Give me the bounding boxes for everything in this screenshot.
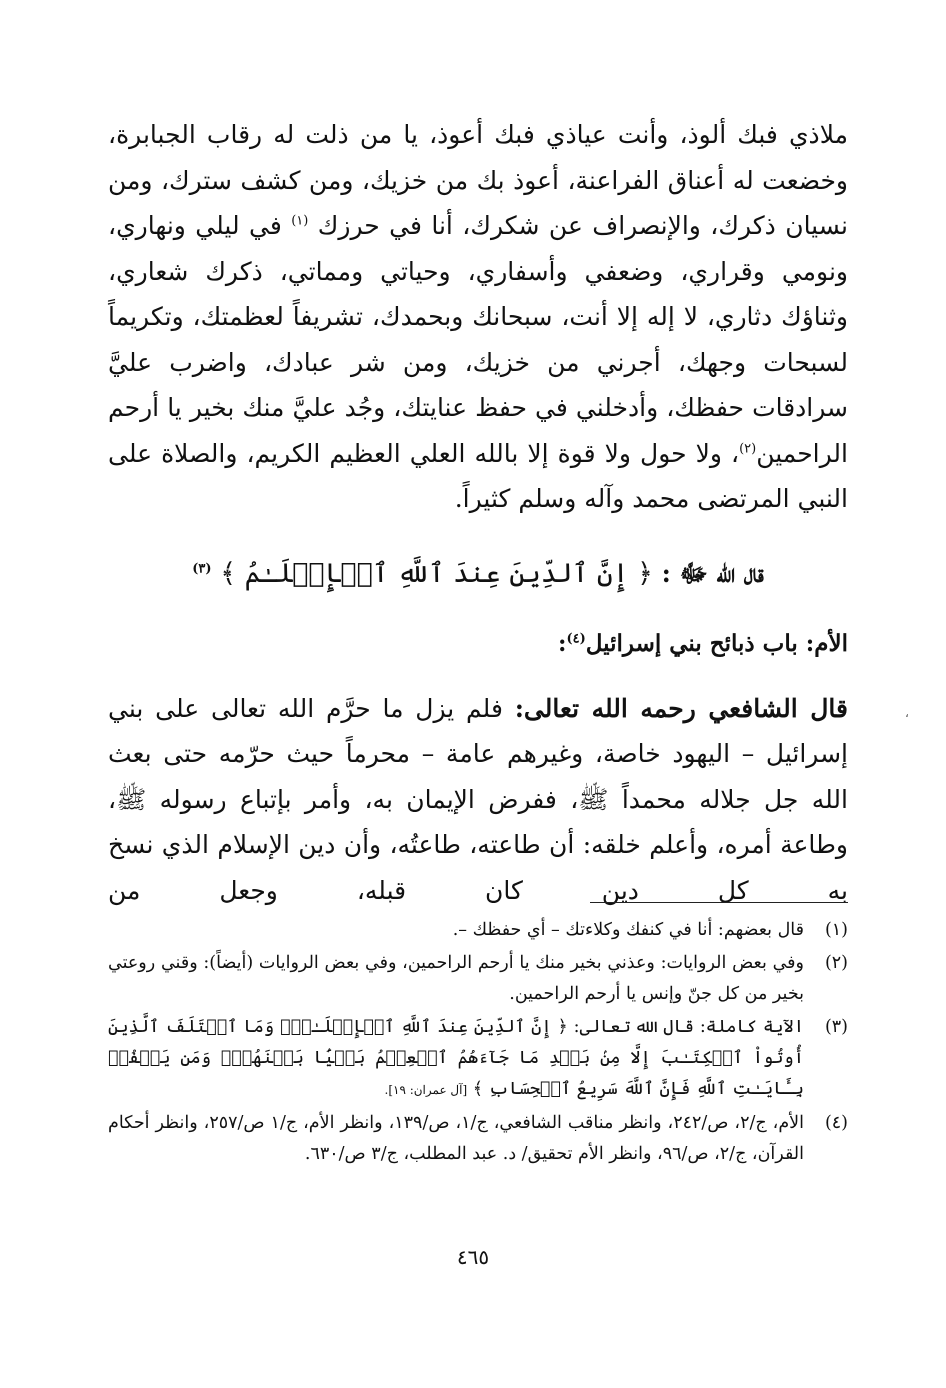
footnote-ref-3[interactable]: (٣): [192, 561, 212, 577]
footnote-number: (١): [824, 920, 848, 940]
footnote-number: (٣): [824, 1017, 848, 1037]
footnote-text: [108, 1012, 804, 1106]
section-heading: [108, 624, 848, 664]
section-colon: :: [557, 629, 567, 657]
footnote-ref-2[interactable]: (٢): [739, 441, 757, 457]
footnote-ref-1[interactable]: (١): [291, 213, 309, 229]
page-number: ٤٦٥: [456, 1245, 490, 1269]
footnote-separator: [590, 902, 848, 903]
footnote-1: [108, 915, 848, 946]
main-text: [108, 112, 848, 938]
paragraph-text: ملاذي فبك ألوذ، وأنت عياذي فبك أعوذ، يا من ذلت له رقاب الجبابرة، وخضعت له أعناق الفراعنة، أعوذ بك من خزيك، ومن كشف سترك، ومن نسيان ذكرك، والإنصراف عن شكرك، أنا في حرزك: [108, 120, 848, 240]
section-title: الأم: باب ذبائح بني إسرائيل: [585, 629, 848, 657]
footnote-text: قال بعضهم: أنا في كنفك وكلاءتك – أي حفظك –.: [452, 920, 804, 940]
quran-verse: ﴿ إِنَّ ٱلدِّينَ عِندَ ٱللَّهِ ٱلۡإِسۡلَـٰمُ ﴾: [220, 557, 653, 589]
footnote-text: وفي بعض الروايات: وعذني بخير منك يا أرحم الراحمين، وفي بعض الروايات (أيضاً): وقني روعتي بخير من كل جنّ وإنس يا أرحم الراحمين.: [108, 953, 804, 1004]
supplication-paragraph: [108, 112, 848, 522]
footnote-number: (٢): [824, 953, 848, 973]
paragraph-text: في ليلي ونهاري، ونومي وقراري، وضعفي وأسفاري، وحياتي ومماتي، ذكرك شعاري، وثناؤك دثاري، لا إله إلا أنت، سبحانك وبحمدك، تشريفاً لعظمتك، وتكريماً لسبحات وجهك، أجرني من خزيك، ومن شر عبادك، واضرب عليَّ سرادقات حفظك، وأدخلني في حفظ عنايتك، وجُد عليَّ منك بخير يا أرحم الراحمين: [108, 211, 848, 468]
verse-lead: قال الله ﷻ :: [661, 558, 764, 588]
footnote-ref-4[interactable]: (٤): [566, 630, 586, 646]
footnote-verse: الآية كاملة: قال الله تعالى: ﴿ إِنَّ ٱلدِّينَ عِندَ ٱللَّهِ ٱلۡإِسۡلَـٰمُۗ وَمَا ٱخۡتَلَفَ ٱلَّذِينَ أُوتُواْ ٱلۡكِتَـٰبَ إِلَّا مِنۢ بَعۡدِ مَا جَآءَهُمُ ٱلۡعِلۡمُ بَغۡيَۢا بَيۡنَهُمۡۗ وَمَن يَكۡفُرۡ بِـَٔايَـٰتِ ٱللَّهِ فَإِنَّ ٱللَّهَ سَرِيعُ ٱلۡحِسَابِ ﴾: [108, 1017, 804, 1099]
footnote-number: (٤): [824, 1113, 848, 1133]
paragraph-lead: قال الشافعي رحمه الله تعالى:: [514, 693, 848, 723]
shafii-paragraph: [108, 686, 848, 914]
margin-mark: ،: [905, 706, 909, 720]
footnote-4: [108, 1108, 848, 1170]
footnote-2: [108, 948, 848, 1010]
footnote-3: [108, 1012, 848, 1106]
verse-citation: [آل عمران: ١٩].: [384, 1083, 468, 1097]
paragraph-text: فلم يزل ما حرَّم الله تعالى على بني إسرائيل – اليهود خاصة، وغيرهم عامة – محرماً حيث حرّمه حتى بعث الله جل جلاله محمداً ﷺ، ففرض الإيمان به، وأمر بإتباع رسوله ﷺ، وطاعة أمره، وأعلم خلقه: أن طاعته، طاعتُه، وأن دين الإسلام الذي نسخ به كل دين كان قبله، وجعل من: [108, 693, 848, 905]
footnote-text: الأم، ج/٢، ص/٢٤٢، وانظر مناقب الشافعي، ج/١، ص/١٣٩، وانظر الأم، ج/١ ص/٢٥٧، وانظر أحكام القرآن، ج/٢، ص/٩٦، وانظر الأم تحقيق/ د. عبد المطلب، ج/٣ ص/٦٣٠.: [108, 1113, 804, 1164]
paragraph-text: ، ولا حول ولا قوة إلا بالله العلي العظيم الكريم، والصلاة على النبي المرتضى محمد وآله وسلم كثيراً.: [108, 438, 848, 513]
footnotes: [108, 915, 848, 1172]
verse-heading: [108, 552, 848, 596]
